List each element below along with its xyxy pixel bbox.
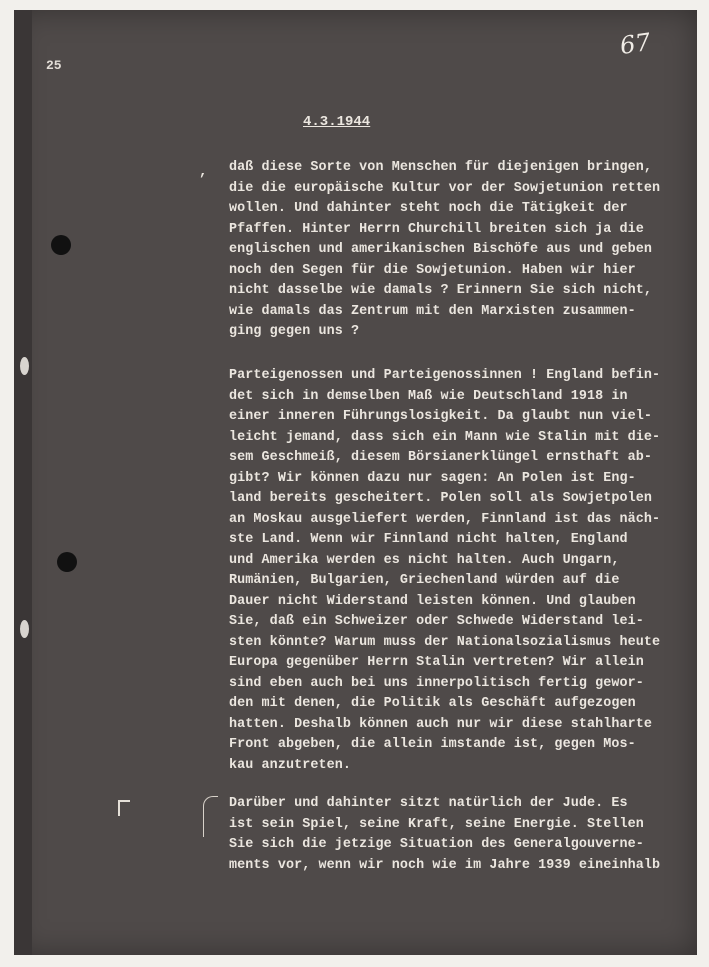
text-line: den mit denen, die Politik als Geschäft aufgezogen <box>229 696 636 711</box>
text-line: und Amerika werden es nicht halten. Auch Ungarn, <box>229 552 620 568</box>
text-line: wollen. Und dahinter steht noch die Tätigkeit der <box>229 201 628 216</box>
corner-mark <box>118 800 130 816</box>
text-line: det sich in demselben Maß wie Deutschland 1918 in <box>229 388 628 404</box>
lead-mark: , <box>199 164 208 180</box>
text-line: Pfaffen. Hinter Herrn Churchill breiten sich ja die <box>229 221 644 237</box>
text-line: ist sein Spiel, seine Kraft, seine Energie. Stellen <box>229 816 644 832</box>
text-line: daß diese Sorte von Menschen für diejenigen bringen, <box>229 160 653 175</box>
text-line: ments vor, wenn wir noch wie im Jahre 1939 eineinhalb <box>229 857 661 873</box>
text-line: Front abgeben, die allein imstande ist, gegen Mos- <box>229 737 636 752</box>
text-line: Sie sich die jetzige Situation des Generalgouverne- <box>229 837 644 852</box>
margin-bracket-mark <box>203 796 218 837</box>
text-line: englischen und amerikanischen Bischöfe aus und geben <box>229 242 653 257</box>
date-heading: 4.3.1944 <box>303 114 371 130</box>
edge-spot-upper <box>20 357 29 375</box>
paragraph-1 <box>229 158 689 343</box>
edge-spot-lower <box>20 620 29 638</box>
punch-hole-bottom <box>57 552 77 572</box>
text-line: Dauer nicht Widerstand leisten können. Und glauben <box>229 593 636 609</box>
paragraph-2 <box>229 366 689 776</box>
text-line: einer inneren Führungslosigkeit. Da glaubt nun viel- <box>229 409 653 424</box>
text-line: sten könnte? Warum muss der Nationalsozialismus heute <box>229 634 661 650</box>
text-line: ging gegen uns ? <box>229 324 360 339</box>
text-line: an Moskau ausgeliefert werden, Finnland ist das näch- <box>229 511 661 527</box>
text-line: ste Land. Wenn wir Finnland nicht halten, England <box>229 532 628 547</box>
text-line: Rumänien, Bulgarien, Griechenland würden auf die <box>229 573 620 588</box>
sheet-left-edge <box>14 10 32 955</box>
text-line: wie damals das Zentrum mit den Marxisten zusammen- <box>229 303 636 319</box>
text-line: leicht jemand, dass sich ein Mann wie Stalin mit die- <box>229 429 661 445</box>
folio-number: 67 <box>618 28 653 60</box>
page-number: 25 <box>46 58 62 73</box>
text-line: sind eben auch bei uns innerpolitisch fertig gewor- <box>229 675 644 691</box>
text-line: sem Geschmeiß, diesem Börsianerklüngel ernsthaft ab- <box>229 450 653 465</box>
text-line: gibt? Wir können dazu nur sagen: An Polen ist Eng- <box>229 470 636 486</box>
paragraph-3 <box>229 794 689 876</box>
text-line: land bereits gescheitert. Polen soll als Sowjetpolen <box>229 491 653 506</box>
punch-hole-top <box>51 235 71 255</box>
text-line: Europa gegenüber Herrn Stalin vertreten? Wir allein <box>229 655 644 670</box>
text-line: hatten. Deshalb können auch nur wir diese stahlharte <box>229 716 653 732</box>
text-line: noch den Segen für die Sowjetunion. Haben wir hier <box>229 262 636 278</box>
text-line: Sie, daß ein Schweizer oder Schwede Widerstand lei- <box>229 614 644 629</box>
text-line: kau anzutreten. <box>229 757 352 773</box>
text-line: Parteigenossen und Parteigenossinnen ! England befin- <box>229 368 661 383</box>
text-line: Darüber und dahinter sitzt natürlich der Jude. Es <box>229 796 628 811</box>
text-line: die die europäische Kultur vor der Sowjetunion retten <box>229 180 661 196</box>
text-line: nicht dasselbe wie damals ? Erinnern Sie sich nicht, <box>229 283 653 298</box>
